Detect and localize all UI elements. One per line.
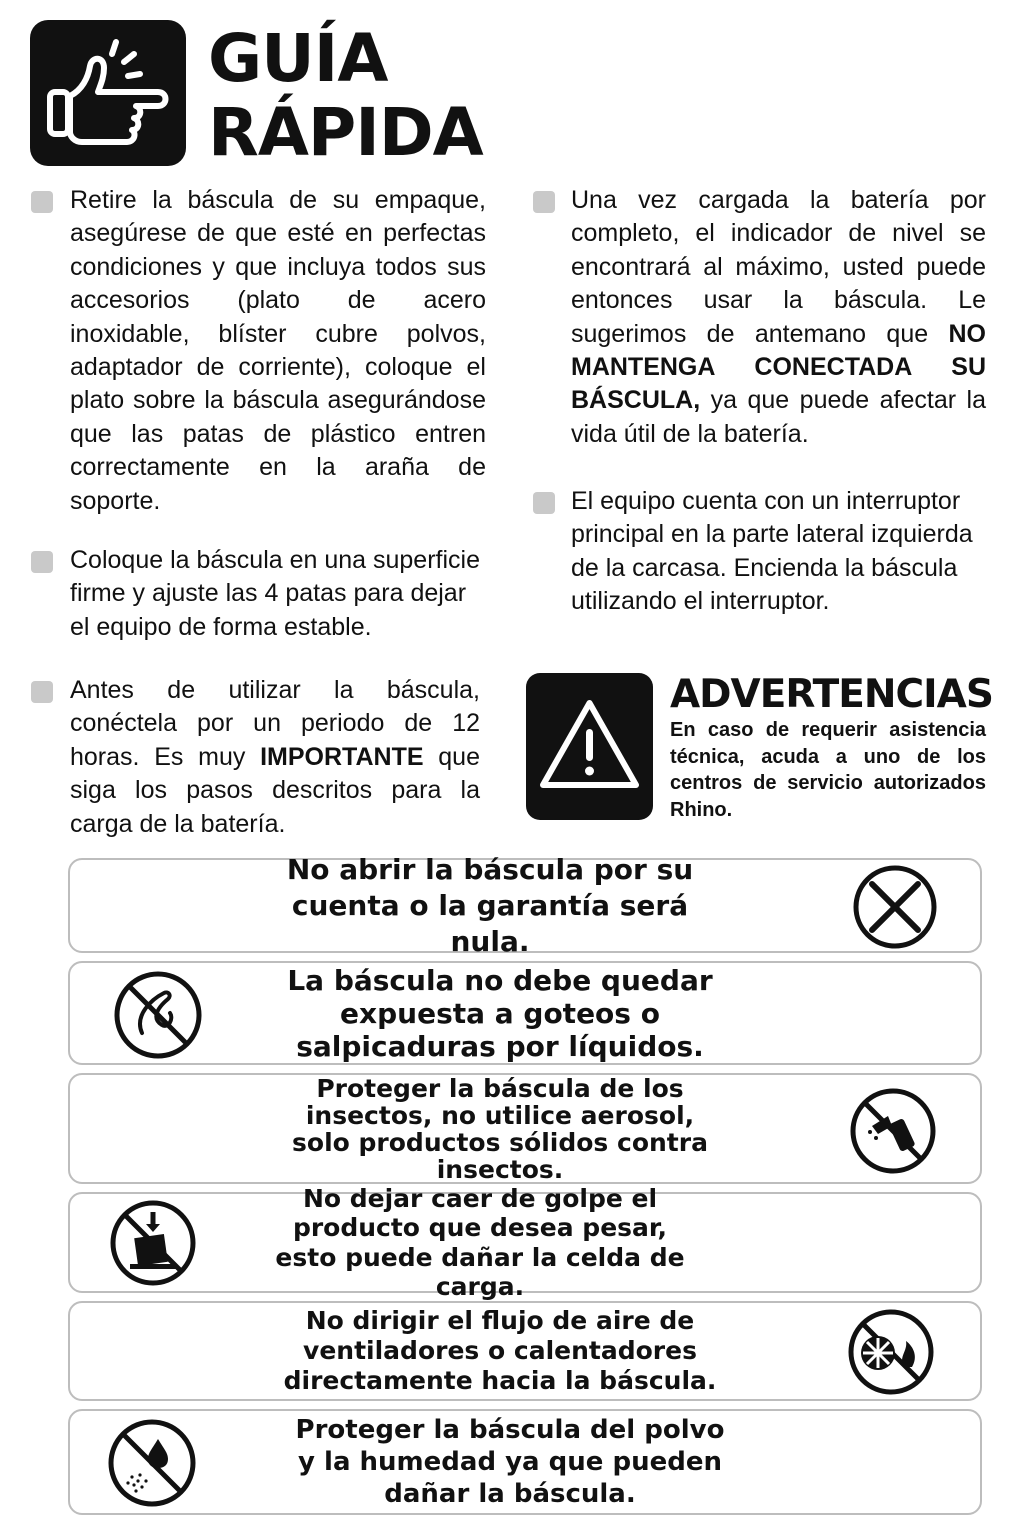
warning-box-no-aerosol — [68, 1073, 982, 1184]
no-liquids-icon — [112, 969, 204, 1061]
warning-text: Proteger la báscula de los insectos, no utilice aerosol, solo productos sólidos contra insectos. — [292, 1073, 708, 1184]
no-aerosol-icon — [848, 1086, 938, 1176]
bullet-square — [533, 191, 555, 213]
bullet-square — [533, 492, 555, 514]
warning-box-no-dust — [68, 1409, 982, 1515]
step-1-text: Retire la báscula de su empaque, asegúrese de que esté en perfectas condiciones y que incluya todos sus accesorios (plato de acero inoxidable, blíster cubre polvos, adaptador de corriente), coloque el plato sobre la báscula asegurándose que las patas de plástico entren correctamente en la araña de soporte. — [70, 186, 486, 515]
no-open-icon — [852, 864, 938, 950]
warning-text: Proteger la báscula del polvo y la humedad ya que pueden dañar la báscula. — [295, 1415, 725, 1509]
step-3-text: Antes de utilizar la báscula, conéctela por un periodo de 12 horas. Es muy IMPORTANTE que siga los pasos descritos para la carga de la batería. — [70, 676, 480, 838]
step-2-text: Coloque la báscula en una superficie firme y ajuste las 4 patas para dejar el equipo de forma estable. — [70, 546, 480, 641]
advertencias-title: ADVERTENCIAS — [670, 672, 993, 717]
warning-text: No dirigir el flujo de aire de ventiladores o calentadores directamente hacia la báscula. — [283, 1306, 717, 1395]
step-4-bold: NO MANTENGA CONECTADA SU BÁSCULA, — [571, 319, 986, 415]
warning-box-no-liquids — [68, 961, 982, 1065]
warning-text: No abrir la báscula por su cuenta o la garantía será nula. — [286, 852, 694, 958]
no-fan-heater-icon — [846, 1307, 936, 1397]
pointing-hand-icon — [30, 20, 186, 166]
bullet-square — [31, 681, 53, 703]
warning-box-no-open — [68, 852, 982, 958]
step-4-text: Una vez cargada la batería por completo, el indicador de nivel se encontrará al máximo, usted puede entonces usar la báscula. Le sugerimos de antemano que NO MANTENGA CONECTADA SU BÁSCULA, ya que puede afectar la vida útil de la batería. — [571, 186, 986, 448]
warning-triangle-icon — [526, 673, 653, 820]
step-5-text: El equipo cuenta con un interruptor principal en la parte lateral izquierda de la carcasa. Encienda la báscula utilizando el interruptor. — [571, 487, 973, 616]
warning-text: No dejar caer de golpe el producto que desea pesar, esto puede dañar la celda de carga. — [275, 1183, 685, 1301]
warning-text: La báscula no debe quedar expuesta a goteos o salpicaduras por líquidos. — [287, 963, 713, 1063]
no-drop-icon — [108, 1198, 198, 1288]
warning-box-no-fan — [68, 1301, 982, 1401]
advertencias-text: En caso de requerir asistencia técnica, acuda a uno de los centros de servicio autorizados Rhino. — [670, 719, 986, 821]
bullet-square — [31, 551, 53, 573]
bullet-square — [31, 191, 53, 213]
warning-box-no-drop — [68, 1183, 982, 1301]
step-3-bold: IMPORTANTE — [260, 742, 424, 771]
page-title-line2: RÁPIDA — [208, 94, 483, 171]
page-title-line1: GUÍA — [208, 20, 388, 97]
no-dust-humidity-icon — [106, 1417, 198, 1509]
